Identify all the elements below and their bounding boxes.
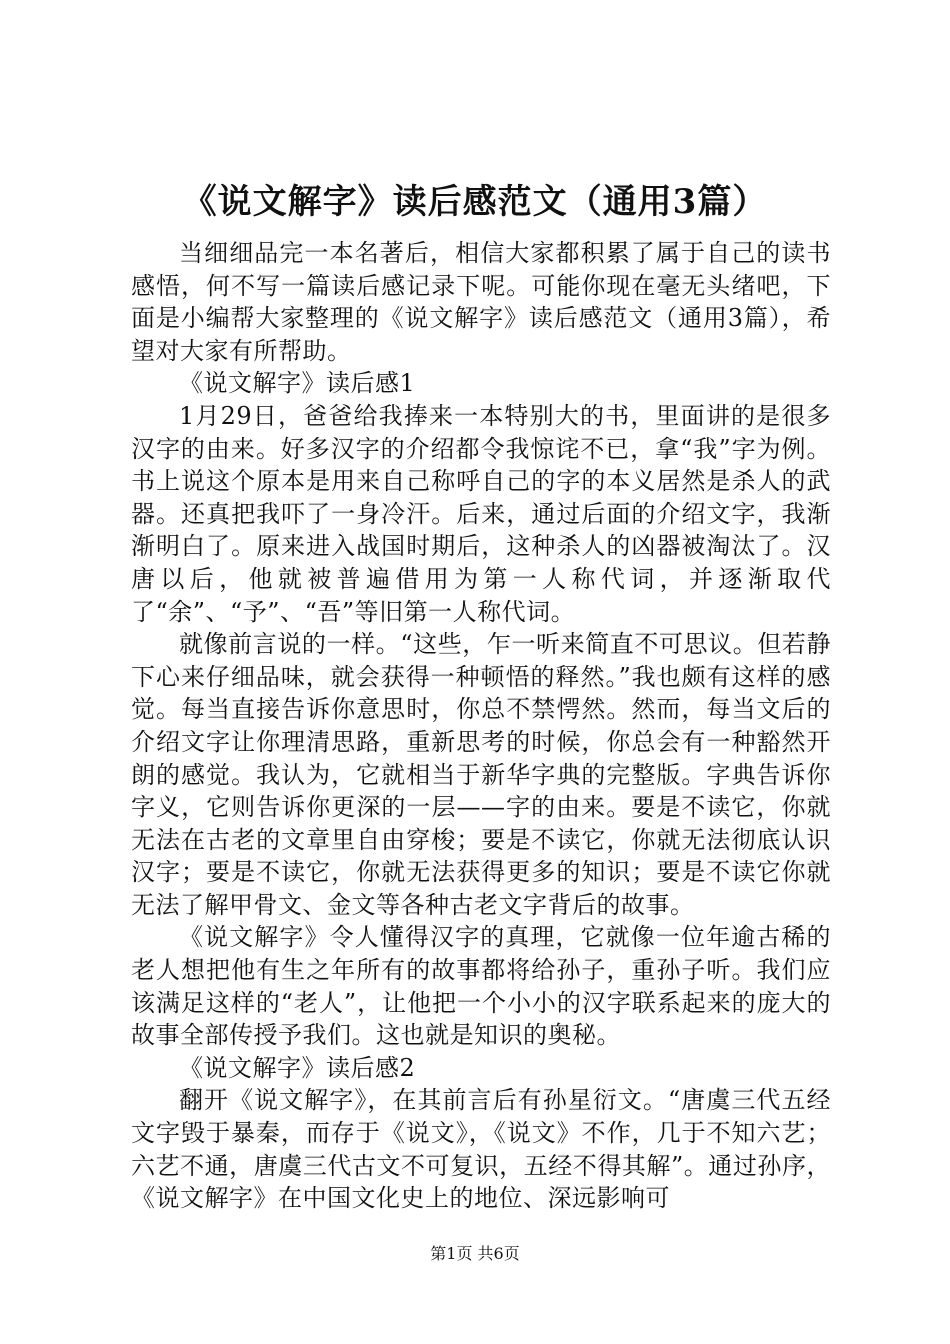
body-paragraph: 《说文解字》令人懂得汉字的真理，它就像一位年逾古稀的老人想把他有生之年所有的故事都将给孙子，重孙子听。我们应该满足这样的“老人”，让他把一个小小的汉字联系起来的庞大的故事全部传授予我们。这也就是知识的奥秘。 (131, 923, 831, 1050)
body-paragraph: 1月29日，爸爸给我捧来一本特别大的书，里面讲的是很多汉字的由来。好多汉字的介绍都令我惊诧不已，拿“我”字为例。书上说这个原本是用来自己称呼自己的字的本义居然是杀人的武器。还真把我吓了一身冷汗。后来，通过后面的介绍文字，我渐渐明白了。原来进入战国时期后，这种杀人的凶器被淘汰了。汉唐以后，他就被普遍借用为第一人称代词，并逐渐取代了“余”、“予”、“吾”等旧第一人称代词。 (131, 401, 831, 626)
body-paragraph: 就像前言说的一样。“这些，乍一听来简直不可思议。但若静下心来仔细品味，就会获得一种顿悟的释然。”我也颇有这样的感觉。每当直接告诉你意思时，你总不禁愕然。然而，每当文后的介绍文字让你理清思路，重新思考的时候，你总会有一种豁然开朗的感觉。我认为，它就相当于新华字典的完整版。字典告诉你字义，它则告诉你更深的一层——字的由来。要是不读它，你就无法在古老的文章里自由穿梭；要是不读它，你就无法彻底认识汉字；要是不读它，你就无法获得更多的知识；要是不读它你就无法了解甲骨文、金文等各种古老文字背后的故事。 (131, 630, 831, 919)
intro-paragraph: 当细细品完一本名著后，相信大家都积累了属于自己的读书感悟，何不写一篇读后感记录下呢。可能你现在毫无头绪吧，下面是小编帮大家整理的《说文解字》读后感范文（通用3篇），希望对大家有所帮助。 (131, 239, 831, 365)
page-title: 《说文解字》读后感范文（通用3篇） (182, 182, 768, 222)
document-body (131, 237, 831, 1215)
body-paragraph: 翻开《说文解字》，在其前言后有孙星衍文。“唐虞三代五经文字毁于暴秦，而存于《说文》，《说文》不作，几于不知六艺；六艺不通，唐虞三代古文不可复识，五经不得其解”。通过孙序，《说文解字》在中国文化史上的地位、深远影响可 (131, 1086, 831, 1213)
section-heading-2: 《说文解字》读后感2 (179, 1053, 416, 1082)
section-heading-1: 《说文解字》读后感1 (179, 369, 416, 398)
page-number-footer: 第1页 共6页 (430, 1244, 520, 1263)
